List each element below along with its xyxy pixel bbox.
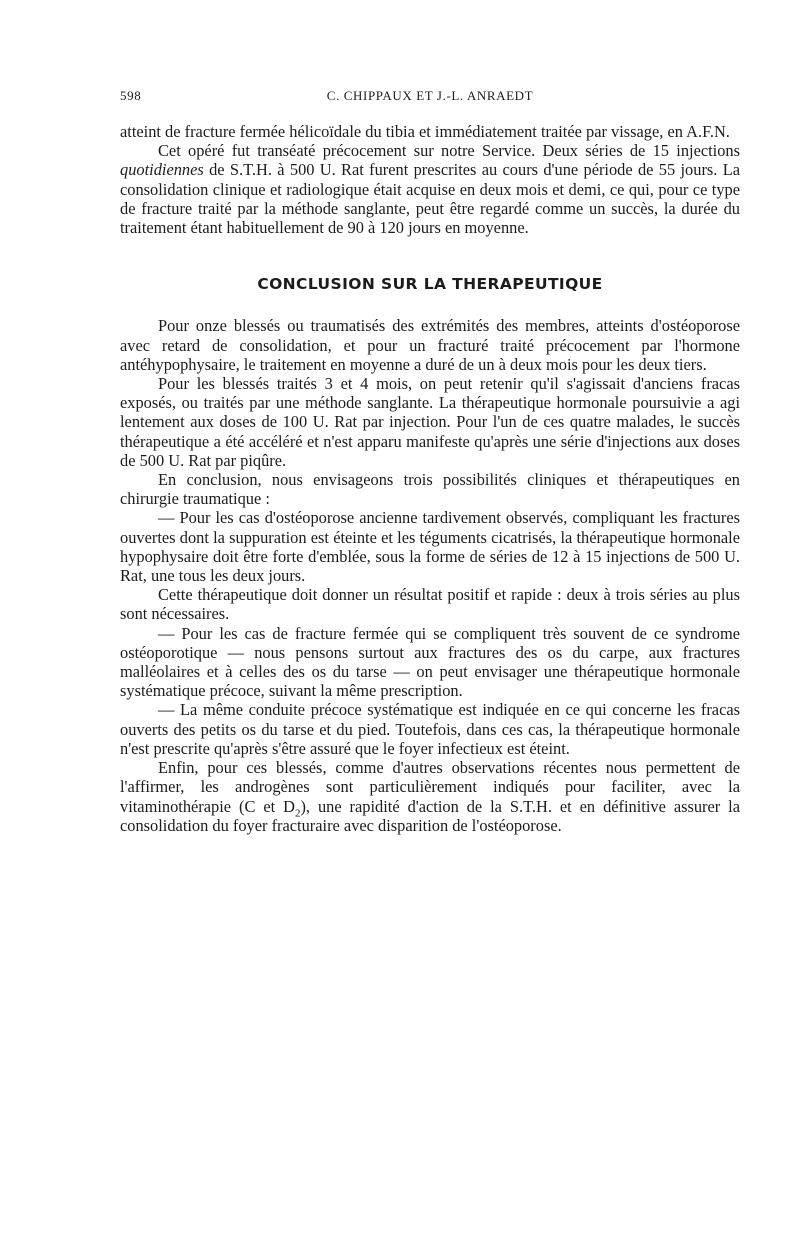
page-number: 598 bbox=[120, 88, 142, 103]
intro-text-part: de S.T.H. à 500 U. Rat furent prescrites au cours d'une période de 55 jours. La consolidation clinique et radiologique était acquise en deux mois et demi, ce qui, pour ce type de fracture traité par la méthode sanglante, peut être regardé comme un succès, la durée du traitement étant habituellement de 90 à 120 jours en moyenne. bbox=[120, 160, 740, 238]
intro-text-part: Cet opéré fut transéaté précocement sur notre Service. Deux séries de 15 injections bbox=[158, 141, 740, 161]
subscript-2: 2 bbox=[294, 806, 301, 819]
running-head bbox=[120, 88, 740, 108]
conclusion-paragraph-1: Pour onze blessés ou traumatisés des extrémités des membres, atteints d'ostéoporose avec retard de consolidation, et pour un fracturé traité précocement par l'hormone antéhypophysaire, le traitement en moyenne a duré de un à deux mois pour les deux tiers. bbox=[120, 316, 740, 374]
conclusion-bullet-3: — La même conduite précoce systématique est indiquée en ce qui concerne les fracas ouverts des petits os du tarse et du pied. Toutefois, dans ces cas, la thérapeutique hormonale n'est prescrite qu'après s'être assuré que le foyer infectieux est éteint. bbox=[120, 700, 740, 758]
conclusion-paragraph-2: Pour les blessés traités 3 et 4 mois, on peut retenir qu'il s'agissait d'anciens fracas exposés, ou traités par une méthode sanglante. La thérapeutique hormonale poursuivie a agi lentement aux doses de 100 U. Rat par injection. Pour l'un de ces quatre malades, le succès thérapeutique a été accéléré et n'est apparu manifeste qu'après une série d'injections aux doses de 500 U. Rat par piqûre. bbox=[120, 374, 740, 470]
header-authors: C. CHIPPAUX ET J.-L. ANRAEDT bbox=[326, 88, 534, 103]
conclusion-final-paragraph bbox=[120, 758, 740, 835]
body-text bbox=[120, 122, 740, 835]
final-text-part: ), une rapidité d'action de la S.T.H. et en définitive assurer la consolidation du foyer fracturaire avec disparition de l'ostéoporose. bbox=[120, 796, 741, 835]
intro-paragraph-continued: atteint de fracture fermée hélicoïdale du tibia et immédiatement traitée par vissage, en A.F.N. bbox=[120, 122, 730, 141]
conclusion-bullet-2: — Pour les cas de fracture fermée qui se compliquent très souvent de ce syndrome ostéoporotique — nous pensons surtout aux fractures des os du carpe, aux fractures malléolaires et à celles des os du tarse — on peut envisager une thérapeutique hormonale systématique précoce, suivant la même prescription. bbox=[120, 623, 740, 701]
intro-paragraph-case bbox=[120, 141, 740, 237]
section-heading: CONCLUSION SUR LA THERAPEUTIQUE bbox=[257, 275, 603, 294]
italic-word: quotidiennes bbox=[120, 160, 204, 180]
conclusion-bullet-1: — Pour les cas d'ostéoporose ancienne tardivement observés, compliquant les fractures ouvertes dont la suppuration est éteinte et les téguments cicatrisés, la thérapeutique hormonale hypophysaire doit être forte d'emblée, sous la forme de séries de 12 à 15 injections de 500 U. Rat, une tous les deux jours. bbox=[120, 508, 740, 586]
conclusion-paragraph-3: En conclusion, nous envisageons trois possibilités cliniques et thérapeutiques en chirurgie traumatique : bbox=[120, 470, 740, 509]
final-text-part: Enfin, pour ces blessés, comme d'autres observations récentes nous permettent de l'affirmer, les androgènes sont particulièrement indiqués pour faciliter, avec la vitaminothérapie (C et D bbox=[120, 758, 740, 816]
conclusion-paragraph-4: Cette thérapeutique doit donner un résultat positif et rapide : deux à trois séries au plus sont nécessaires. bbox=[120, 585, 740, 624]
